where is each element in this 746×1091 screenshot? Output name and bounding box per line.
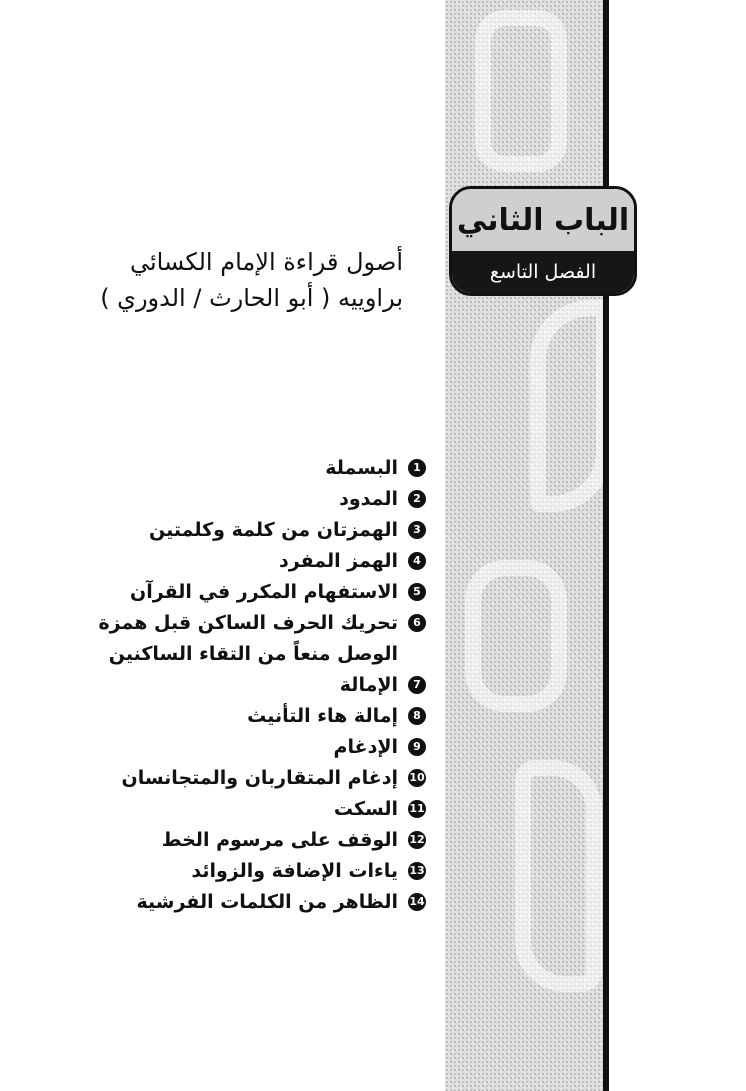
- calligraphy-ornament: [475, 10, 567, 172]
- toc-item-label: الهمز المفرد: [279, 550, 398, 572]
- toc-item: [66, 701, 426, 732]
- chapter-subtitle: [73, 244, 403, 316]
- toc-item: [66, 515, 426, 546]
- toc-number-badge: 7: [408, 676, 426, 694]
- toc-item-label: ياءات الإضافة والزوائد: [191, 860, 398, 882]
- chapter-badge: [449, 186, 637, 296]
- toc-number-badge: 1: [408, 459, 426, 477]
- toc-item-label: المدود: [339, 488, 398, 510]
- toc-number-badge: 4: [408, 552, 426, 570]
- toc-item: [66, 670, 426, 701]
- toc-number-badge: 12: [408, 831, 426, 849]
- toc-item: [66, 825, 426, 856]
- toc-item-label: الإمالة: [339, 674, 398, 696]
- toc-item-label: الإدغام: [333, 736, 398, 758]
- toc-item: [66, 453, 426, 484]
- toc-item-label: الظاهر من الكلمات الفرشية: [136, 891, 398, 913]
- toc-item: [66, 763, 426, 794]
- chapter-title: الفصل التاسع: [452, 251, 634, 293]
- calligraphy-ornament: [530, 300, 612, 512]
- toc-number-badge: 11: [408, 800, 426, 818]
- part-title: الباب الثاني: [452, 189, 634, 251]
- toc-item: [66, 484, 426, 515]
- toc-item: [66, 577, 426, 608]
- toc-item-label: البسملة: [325, 457, 398, 479]
- toc-item: [66, 856, 426, 887]
- toc-item-label: الاستفهام المكرر في القرآن: [130, 581, 398, 603]
- toc-item: [66, 794, 426, 825]
- subtitle-line-2: براوييه ( أبو الحارث / الدوري ): [100, 284, 403, 312]
- vertical-divider: [603, 0, 609, 1091]
- toc-number-badge: 13: [408, 862, 426, 880]
- toc-item-label: الوقف على مرسوم الخط: [161, 829, 398, 851]
- toc-item-label: إمالة هاء التأنيث: [247, 705, 398, 727]
- decorative-side-band: [445, 0, 605, 1091]
- toc-item: [66, 732, 426, 763]
- toc-number-badge: 6: [408, 614, 426, 632]
- calligraphy-ornament: [515, 760, 602, 992]
- toc-item: [66, 887, 426, 918]
- toc-item-label: السكت: [333, 798, 398, 820]
- toc-item: [66, 546, 426, 577]
- toc-item-label: تحريك الحرف الساكن قبل همزة الوصل منعاً من التقاء الساكنين: [98, 612, 398, 665]
- toc-number-badge: 10: [408, 769, 426, 787]
- calligraphy-ornament: [465, 560, 567, 712]
- toc-number-badge: 2: [408, 490, 426, 508]
- subtitle-line-1: أصول قراءة الإمام الكسائي: [129, 248, 403, 276]
- toc-number-badge: 8: [408, 707, 426, 725]
- toc-number-badge: 5: [408, 583, 426, 601]
- toc-item-label: الهمزتان من كلمة وكلمتين: [149, 519, 398, 541]
- toc-item-label: إدغام المتقاربان والمتجانسان: [121, 767, 398, 789]
- toc-number-badge: 3: [408, 521, 426, 539]
- toc-number-badge: 14: [408, 893, 426, 911]
- toc-number-badge: 9: [408, 738, 426, 756]
- table-of-contents: [66, 453, 426, 918]
- toc-item: [66, 608, 426, 670]
